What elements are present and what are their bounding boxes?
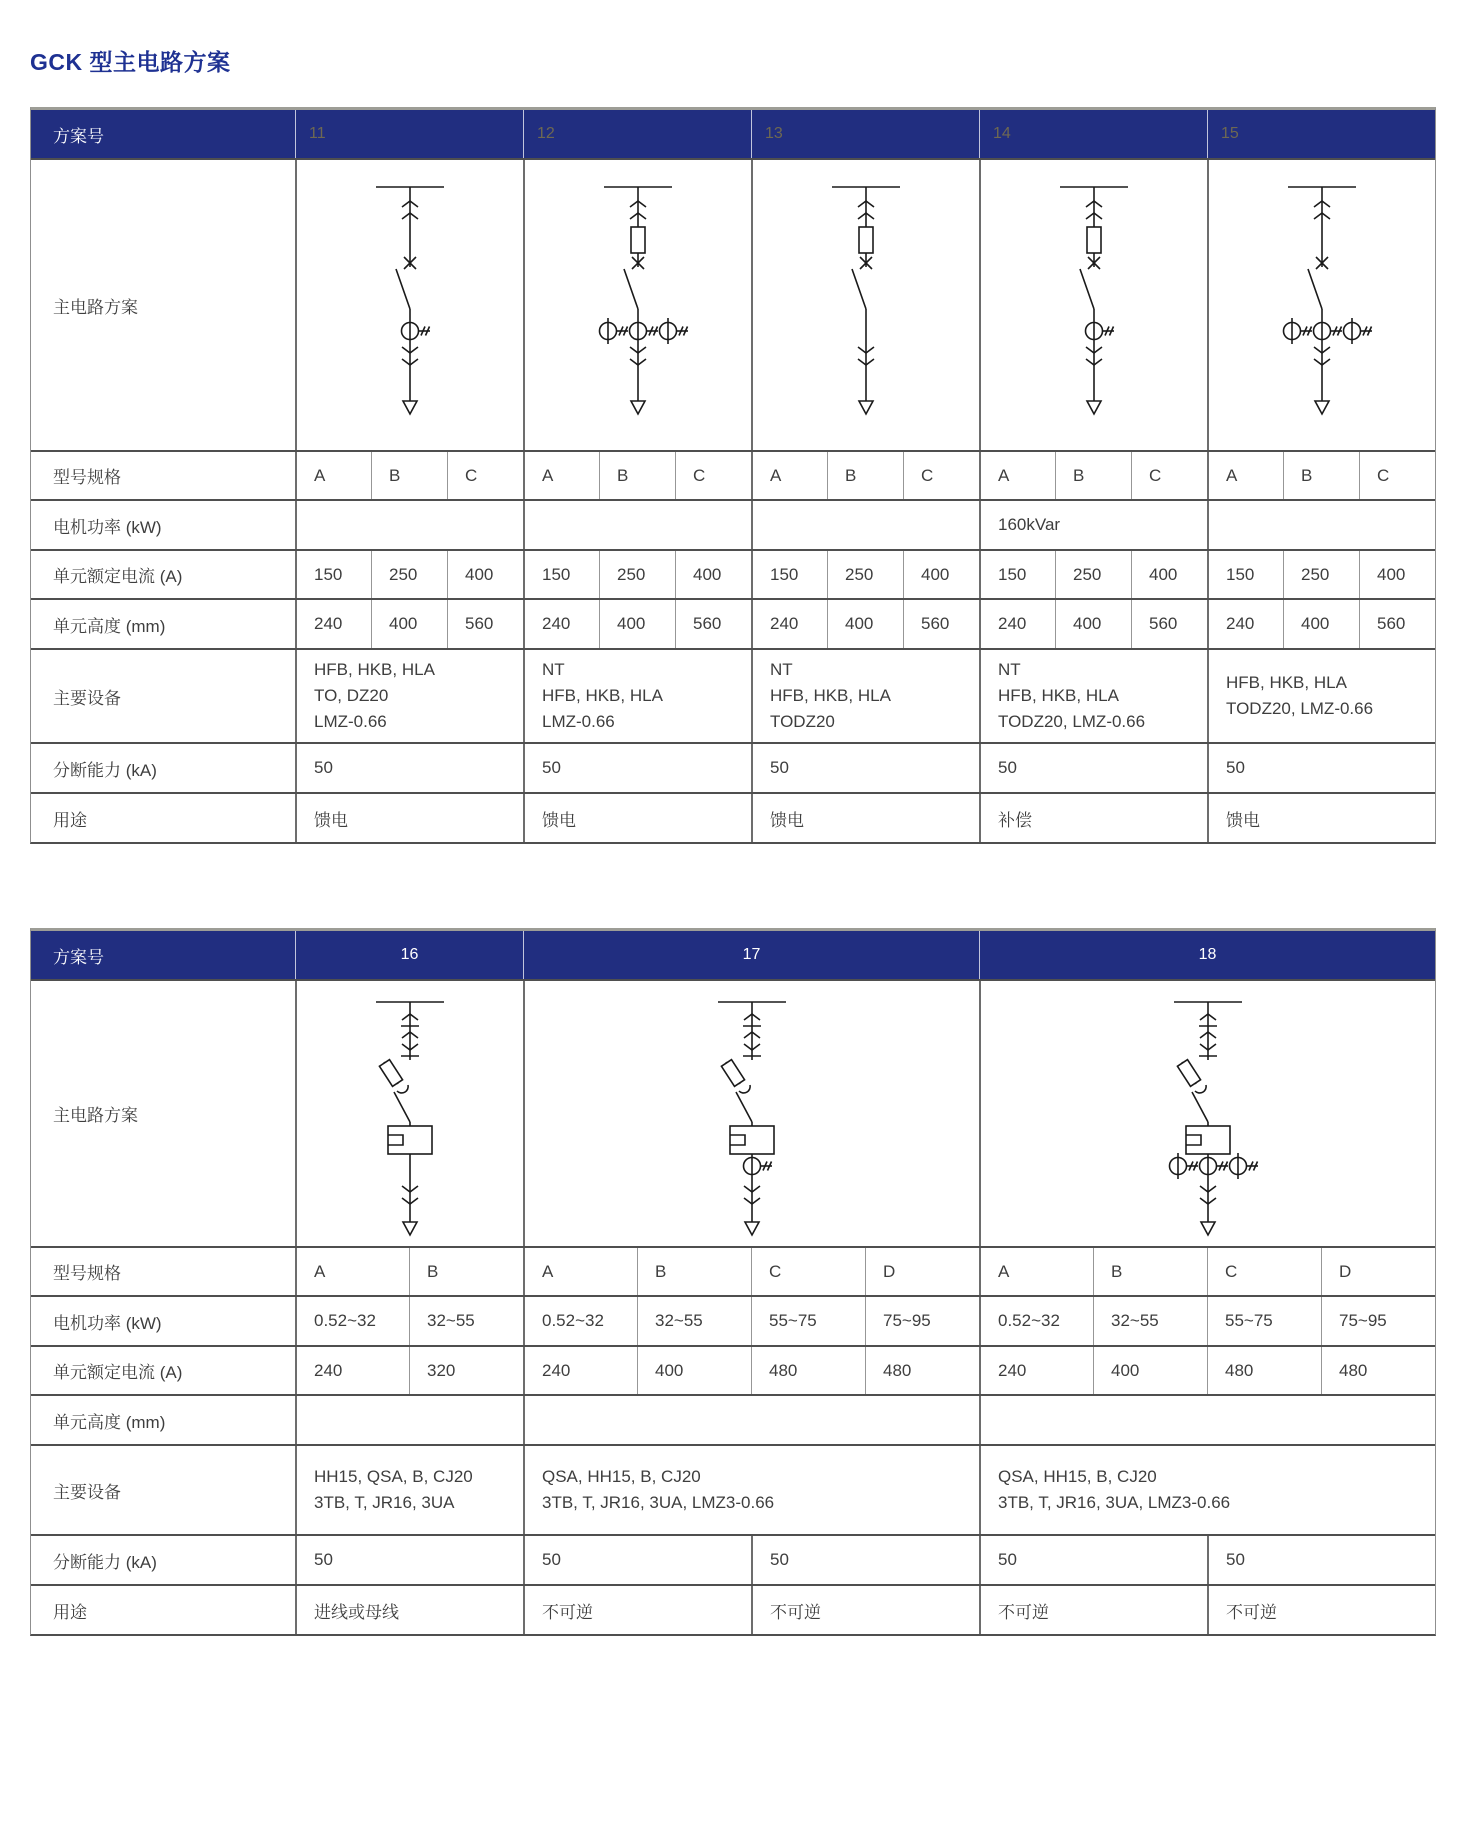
scheme-17-current-0: 240 [523, 1347, 637, 1394]
scheme-16-diagram-cell [295, 981, 523, 1246]
scheme-12-current-2: 400 [675, 551, 751, 598]
row-label-usage: 用途 [53, 810, 87, 830]
scheme-11-model-B: B [371, 452, 447, 499]
scheme-17-unit-height [523, 1396, 979, 1444]
scheme-16-power-1: 32~55 [409, 1297, 523, 1345]
scheme-18-power-2: 55~75 [1207, 1297, 1321, 1345]
scheme-11-diagram [335, 171, 485, 439]
scheme-17-current-3: 480 [865, 1347, 979, 1394]
scheme-18-model-A: A [979, 1248, 1093, 1295]
row-label-unit-height: 单元高度 (mm) [53, 616, 166, 636]
scheme-16-power-0: 0.52~32 [295, 1297, 409, 1345]
equipment-line: HFB, HKB, HLA [542, 686, 663, 705]
scheme-13-breaking: 50 [751, 744, 979, 792]
row-label-motor-power: 电机功率 (kW) [53, 1313, 162, 1333]
scheme-11-height-0: 240 [295, 600, 371, 648]
scheme-18-current-3: 480 [1321, 1347, 1435, 1394]
usage-cell-3: 不可逆 [979, 1586, 1207, 1634]
scheme-15-breaking: 50 [1207, 744, 1435, 792]
scheme-15-height-2: 560 [1359, 600, 1435, 648]
row-label-model-spec: 型号规格 [53, 468, 121, 487]
scheme-18-current-2: 480 [1207, 1347, 1321, 1394]
scheme-15-model-C: C [1359, 452, 1435, 499]
scheme-12-usage: 馈电 [523, 794, 751, 842]
current-transformer-icon [402, 323, 431, 340]
blade-switch-icon [1080, 269, 1094, 309]
arrow-down-icon [1315, 401, 1329, 414]
scheme-12-diagram-cell [523, 160, 751, 450]
scheme-13-usage: 馈电 [751, 794, 979, 842]
arrow-down-icon [403, 1222, 417, 1235]
equipment-line: HFB, HKB, HLA [998, 686, 1119, 705]
arrow-down-icon [1201, 1222, 1215, 1235]
scheme-18-power-1: 32~55 [1093, 1297, 1207, 1345]
scheme-17-power-3: 75~95 [865, 1297, 979, 1345]
scheme-12-current-0: 150 [523, 551, 599, 598]
breaking-cell-0: 50 [295, 1536, 523, 1584]
scheme-15-model-B: B [1283, 452, 1359, 499]
row-label-model-spec: 型号规格 [53, 1264, 121, 1283]
corner-label: 方案号 [53, 947, 104, 967]
arrow-down-icon [403, 401, 417, 414]
equipment-line: 3TB, T, JR16, 3UA, LMZ3-0.66 [542, 1493, 775, 1512]
row-label-motor-power: 电机功率 (kW) [53, 517, 162, 537]
row-label-usage: 用途 [53, 1602, 87, 1622]
scheme-18-equipment [979, 1446, 1435, 1534]
scheme-15-equipment [1207, 650, 1435, 742]
row-label-main-circuit: 主电路方案 [53, 297, 138, 317]
equipment-line: QSA, HH15, B, CJ20 [542, 1467, 701, 1486]
equipment-line: NT [770, 660, 793, 679]
equipment-line: LMZ-0.66 [542, 712, 615, 731]
breaking-cell-1: 50 [523, 1536, 751, 1584]
scheme-18-model-D: D [1321, 1248, 1435, 1295]
scheme-15-header: 15 [1207, 110, 1435, 158]
scheme-12-model-A: A [523, 452, 599, 499]
scheme-11-model-A: A [295, 452, 371, 499]
row-label-rated-current: 单元额定电流 (A) [53, 567, 183, 586]
scheme-11-equipment [295, 650, 523, 742]
scheme-16-diagram [330, 988, 490, 1240]
scheme-15-diagram [1247, 171, 1397, 439]
scheme-14-height-0: 240 [979, 600, 1055, 648]
equipment-line: QSA, HH15, B, CJ20 [998, 1467, 1157, 1486]
row-usage [31, 792, 1435, 842]
blade-switch-icon [396, 269, 410, 309]
scheme-14-header: 14 [979, 110, 1207, 158]
scheme-18-model-B: B [1093, 1248, 1207, 1295]
scheme-18-unit-height [979, 1396, 1435, 1444]
equipment-line: TO, DZ20 [314, 686, 389, 705]
row-motor-power [31, 499, 1435, 549]
contactor-icon [730, 1126, 774, 1154]
scheme-14-usage: 补偿 [979, 794, 1207, 842]
scheme-13-equipment [751, 650, 979, 742]
blade-switch-icon [1192, 1092, 1208, 1122]
scheme-15-height-1: 400 [1283, 600, 1359, 648]
current-transformer-icon [744, 1157, 773, 1174]
scheme-14-diagram [1019, 171, 1169, 439]
equipment-line: NT [542, 660, 565, 679]
row-motor-power [31, 1295, 1435, 1345]
scheme-18-diagram-cell [979, 981, 1435, 1246]
scheme-14-current-2: 400 [1131, 551, 1207, 598]
scheme-16-current-0: 240 [295, 1347, 409, 1394]
scheme-16-header: 16 [295, 931, 523, 979]
scheme-11-height-2: 560 [447, 600, 523, 648]
scheme-14-model-A: A [979, 452, 1055, 499]
equipment-line: NT [998, 660, 1021, 679]
scheme-15-current-0: 150 [1207, 551, 1283, 598]
row-label-breaking-capacity: 分断能力 (kA) [53, 1552, 157, 1572]
equipment-line: LMZ-0.66 [314, 712, 387, 731]
scheme-13-height-1: 400 [827, 600, 903, 648]
scheme-11-current-2: 400 [447, 551, 523, 598]
scheme-17-power-0: 0.52~32 [523, 1297, 637, 1345]
scheme-11-motor-power [295, 501, 523, 549]
scheme-16-model-A: A [295, 1248, 409, 1295]
scheme-12-height-0: 240 [523, 600, 599, 648]
row-header [31, 931, 1435, 979]
scheme-18-power-0: 0.52~32 [979, 1297, 1093, 1345]
row-label-main-equipment: 主要设备 [53, 688, 121, 708]
fuse-icon [631, 227, 645, 253]
equipment-line: HFB, HKB, HLA [1226, 673, 1347, 692]
scheme-15-usage: 馈电 [1207, 794, 1435, 842]
scheme-12-header: 12 [523, 110, 751, 158]
breaking-cell-3: 50 [979, 1536, 1207, 1584]
scheme-12-motor-power [523, 501, 751, 549]
row-label-main-equipment: 主要设备 [53, 1482, 121, 1502]
equipment-line: 3TB, T, JR16, 3UA [314, 1493, 455, 1512]
scheme-17-header: 17 [523, 931, 979, 979]
row-label-unit-height: 单元高度 (mm) [53, 1412, 166, 1432]
scheme-14-height-2: 560 [1131, 600, 1207, 648]
row-main-equipment [31, 1444, 1435, 1534]
equipment-line: HFB, HKB, HLA [770, 686, 891, 705]
scheme-13-model-C: C [903, 452, 979, 499]
arrow-down-icon [859, 401, 873, 414]
scheme-14-model-C: C [1131, 452, 1207, 499]
row-label-main-circuit: 主电路方案 [53, 1106, 138, 1125]
scheme-16-current-1: 320 [409, 1347, 523, 1394]
scheme-13-height-0: 240 [751, 600, 827, 648]
equipment-line: TODZ20 [770, 712, 835, 731]
row-header [31, 110, 1435, 158]
scheme-18-diagram [1128, 988, 1288, 1240]
scheme-15-height-0: 240 [1207, 600, 1283, 648]
equipment-line: TODZ20, LMZ-0.66 [1226, 699, 1374, 718]
usage-cell-0: 进线或母线 [295, 1586, 523, 1634]
scheme-12-equipment [523, 650, 751, 742]
scheme-14-current-0: 150 [979, 551, 1055, 598]
scheme-14-equipment [979, 650, 1207, 742]
scheme-13-header: 13 [751, 110, 979, 158]
usage-cell-2: 不可逆 [751, 1586, 979, 1634]
scheme-12-height-1: 400 [599, 600, 675, 648]
scheme-12-breaking: 50 [523, 744, 751, 792]
arrow-down-icon [1087, 401, 1101, 414]
scheme-14-diagram-cell [979, 160, 1207, 450]
scheme-17-model-C: C [751, 1248, 865, 1295]
scheme-18-header: 18 [979, 931, 1435, 979]
fuse-icon [1087, 227, 1101, 253]
scheme-12-model-B: B [599, 452, 675, 499]
equipment-line: TODZ20, LMZ-0.66 [998, 712, 1146, 731]
breaking-cell-2: 50 [751, 1536, 979, 1584]
row-breaking-capacity [31, 1534, 1435, 1584]
scheme-18-power-3: 75~95 [1321, 1297, 1435, 1345]
blade-switch-icon [1308, 269, 1322, 309]
scheme-17-current-1: 400 [637, 1347, 751, 1394]
current-transformer-triple-icon [600, 318, 689, 344]
scheme-14-current-1: 250 [1055, 551, 1131, 598]
scheme-14-height-1: 400 [1055, 600, 1131, 648]
row-unit-height [31, 598, 1435, 648]
scheme-17-diagram [672, 988, 832, 1240]
scheme-15-diagram-cell [1207, 160, 1435, 450]
equipment-line: HH15, QSA, B, CJ20 [314, 1467, 473, 1486]
row-label-rated-current: 单元额定电流 (A) [53, 1363, 183, 1382]
blade-switch-icon [394, 1092, 410, 1122]
scheme-13-current-0: 150 [751, 551, 827, 598]
scheme-11-breaking: 50 [295, 744, 523, 792]
scheme-15-motor-power [1207, 501, 1435, 549]
scheme-12-current-1: 250 [599, 551, 675, 598]
row-main-circuit [31, 979, 1435, 1246]
scheme-15-current-2: 400 [1359, 551, 1435, 598]
scheme-14-model-B: B [1055, 452, 1131, 499]
scheme-16-model-B: B [409, 1248, 523, 1295]
row-breaking-capacity [31, 742, 1435, 792]
scheme-11-height-1: 400 [371, 600, 447, 648]
row-rated-current [31, 549, 1435, 598]
scheme-16-equipment [295, 1446, 523, 1534]
row-usage [31, 1584, 1435, 1634]
contactor-icon [1186, 1126, 1230, 1154]
scheme-13-diagram-cell [751, 160, 979, 450]
scheme-12-diagram [563, 171, 713, 439]
scheme-table-16-18 [30, 928, 1436, 1636]
equipment-line: 3TB, T, JR16, 3UA, LMZ3-0.66 [998, 1493, 1231, 1512]
arrow-down-icon [631, 401, 645, 414]
scheme-13-current-1: 250 [827, 551, 903, 598]
row-unit-height [31, 1394, 1435, 1444]
scheme-13-current-2: 400 [903, 551, 979, 598]
row-model-spec [31, 450, 1435, 499]
scheme-12-model-C: C [675, 452, 751, 499]
scheme-17-power-1: 32~55 [637, 1297, 751, 1345]
usage-cell-4: 不可逆 [1207, 1586, 1435, 1634]
scheme-13-height-2: 560 [903, 600, 979, 648]
scheme-13-diagram [791, 171, 941, 439]
scheme-17-diagram-cell [523, 981, 979, 1246]
page-title: GCK 型主电路方案 [30, 49, 231, 75]
scheme-table-11-15 [30, 107, 1436, 844]
fuse-icon [859, 227, 873, 253]
scheme-18-current-1: 400 [1093, 1347, 1207, 1394]
contactor-icon [388, 1126, 432, 1154]
scheme-11-usage: 馈电 [295, 794, 523, 842]
scheme-17-current-2: 480 [751, 1347, 865, 1394]
corner-label: 方案号 [53, 126, 104, 146]
scheme-17-power-2: 55~75 [751, 1297, 865, 1345]
scheme-18-model-C: C [1207, 1248, 1321, 1295]
fuse-switch-icon [379, 1059, 408, 1092]
scheme-11-current-1: 250 [371, 551, 447, 598]
arrow-down-icon [745, 1222, 759, 1235]
scheme-14-breaking: 50 [979, 744, 1207, 792]
scheme-16-unit-height [295, 1396, 523, 1444]
scheme-11-diagram-cell [295, 160, 523, 450]
scheme-17-model-B: B [637, 1248, 751, 1295]
scheme-11-current-0: 150 [295, 551, 371, 598]
blade-switch-icon [736, 1092, 752, 1122]
usage-cell-1: 不可逆 [523, 1586, 751, 1634]
scheme-13-motor-power [751, 501, 979, 549]
current-transformer-triple-icon [1284, 318, 1373, 344]
row-label-breaking-capacity: 分断能力 (kA) [53, 760, 157, 780]
scheme-13-model-B: B [827, 452, 903, 499]
scheme-11-header: 11 [295, 110, 523, 158]
scheme-17-model-A: A [523, 1248, 637, 1295]
scheme-18-current-0: 240 [979, 1347, 1093, 1394]
row-main-equipment [31, 648, 1435, 742]
scheme-11-model-C: C [447, 452, 523, 499]
scheme-17-equipment [523, 1446, 979, 1534]
blade-switch-icon [852, 269, 866, 309]
scheme-15-current-1: 250 [1283, 551, 1359, 598]
equipment-line: HFB, HKB, HLA [314, 660, 435, 679]
current-transformer-icon [1086, 323, 1115, 340]
row-model-spec [31, 1246, 1435, 1295]
row-rated-current [31, 1345, 1435, 1394]
fuse-switch-icon [721, 1059, 750, 1092]
blade-switch-icon [624, 269, 638, 309]
row-main-circuit [31, 158, 1435, 450]
breaking-cell-4: 50 [1207, 1536, 1435, 1584]
scheme-12-height-2: 560 [675, 600, 751, 648]
scheme-15-model-A: A [1207, 452, 1283, 499]
current-transformer-triple-icon [1170, 1153, 1259, 1179]
scheme-13-model-A: A [751, 452, 827, 499]
scheme-17-model-D: D [865, 1248, 979, 1295]
fuse-switch-icon [1177, 1059, 1206, 1092]
scheme-14-motor-power: 160kVar [979, 501, 1207, 549]
